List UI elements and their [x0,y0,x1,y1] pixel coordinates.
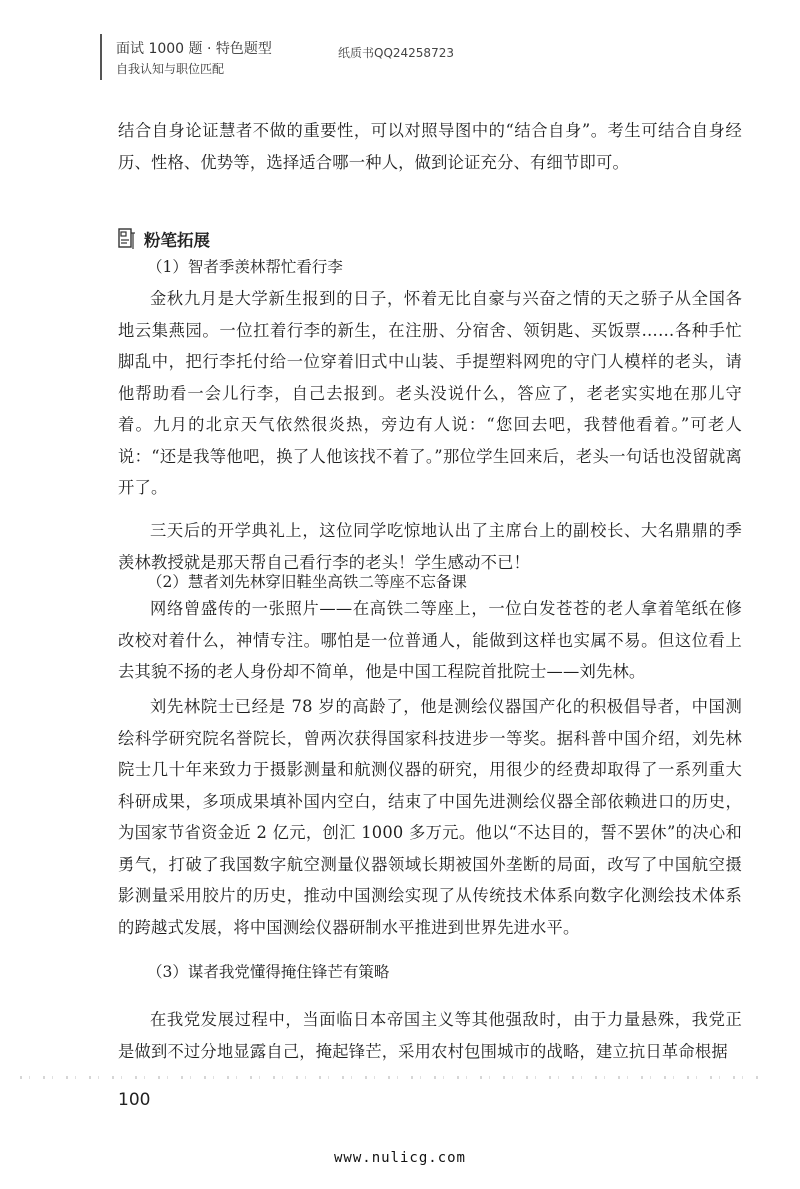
item-paragraph: 刘先林院士已经是 78 岁的高龄了，他是测绘仪器国产化的积极倡导者，中国测绘科学研究院名誉院长，曾两次获得国家科技进步一等奖。据科普中国介绍，刘先林院士几十年来致力于摄影测量和航测仪器的研究，用很少的经费却取得了一系列重大科研成果，多项成果填补国内空白，结束了中国先进测绘仪器全部依赖进口的历史，为国家节省资金近 2 亿元，创汇 1000 多万元。他以“不达目的，誓不罢休”的决心和勇气，打破了我国数字航空测量仪器领域长期被国外垄断的局面，改写了中国航空摄影测量采用胶片的历史，推动中国测绘实现了从传统技术体系向数字化测绘技术体系的跨越式发展，将中国测绘仪器研制水平推进到世界先进水平。 [118,697,742,937]
watermark-text: 纸质书QQ24258723 [338,46,454,60]
section-heading [118,224,210,254]
scan-artifact-line [20,1076,760,1079]
book-icon [118,228,138,250]
item-paragraph: 三天后的开学典礼上，这位同学吃惊地认出了主席台上的副校长、大名鼎鼎的季羡林教授就是那天帮自己看行李的老头！学生感动不已！ [118,521,742,572]
footer-url: www.nulicg.com [333,1150,466,1166]
item-heading: （2）慧者刘先林穿旧鞋坐高铁二等座不忘备课 [147,573,467,591]
item-paragraph: 网络曾盛传的一张照片——在高铁二等座上，一位白发苍苍的老人拿着笔纸在修改校对着什么，神情专注。哪怕是一位普通人，能做到这样也实属不易。但这位看上去其貌不扬的老人身份却不简单，他是中国工程院首批院士——刘先林。 [118,599,742,681]
item-heading: （3）谋者我党懂得掩住锋芒有策略 [147,963,390,981]
item-paragraph: 金秋九月是大学新生报到的日子，怀着无比自豪与兴奋之情的天之骄子从全国各地云集燕园。一位扛着行李的新生，在注册、分宿舍、领钥匙、买饭票……各种手忙脚乱中，把行李托付给一位穿着旧式中山装、手提塑料网兜的守门人模样的老头，请他帮助看一会儿行李，自己去报到。老头没说什么，答应了，老老实实地在那儿守着。九月的北京天气依然很炎热，旁边有人说：“您回去吧，我替他看着。”可老人说：“还是我等他吧，换了人他该找不着了。”那位学生回来后，老头一句话也没留就离开了。 [118,289,742,497]
item-paragraph: 在我党发展过程中，当面临日本帝国主义等其他强敌时，由于力量悬殊，我党正是做到不过分地显露自己，掩起锋芒，采用农村包围城市的战略，建立抗日革命根据 [118,1010,742,1061]
section-title: 粉笔拓展 [144,231,210,250]
book-title: 面试 1000 题 · 特色题型 [116,41,272,57]
item-heading: （1）智者季羡林帮忙看行李 [147,258,343,276]
chapter-title: 自我认知与职位匹配 [116,62,225,76]
intro-paragraph: 结合自身论证慧者不做的重要性，可以对照导图中的“结合自身”。考生可结合自身经历、性格、优势等，选择适合哪一种人，做到论证充分、有细节即可。 [118,121,742,172]
page-number: 100 [118,1090,151,1110]
header-rule [100,34,102,80]
